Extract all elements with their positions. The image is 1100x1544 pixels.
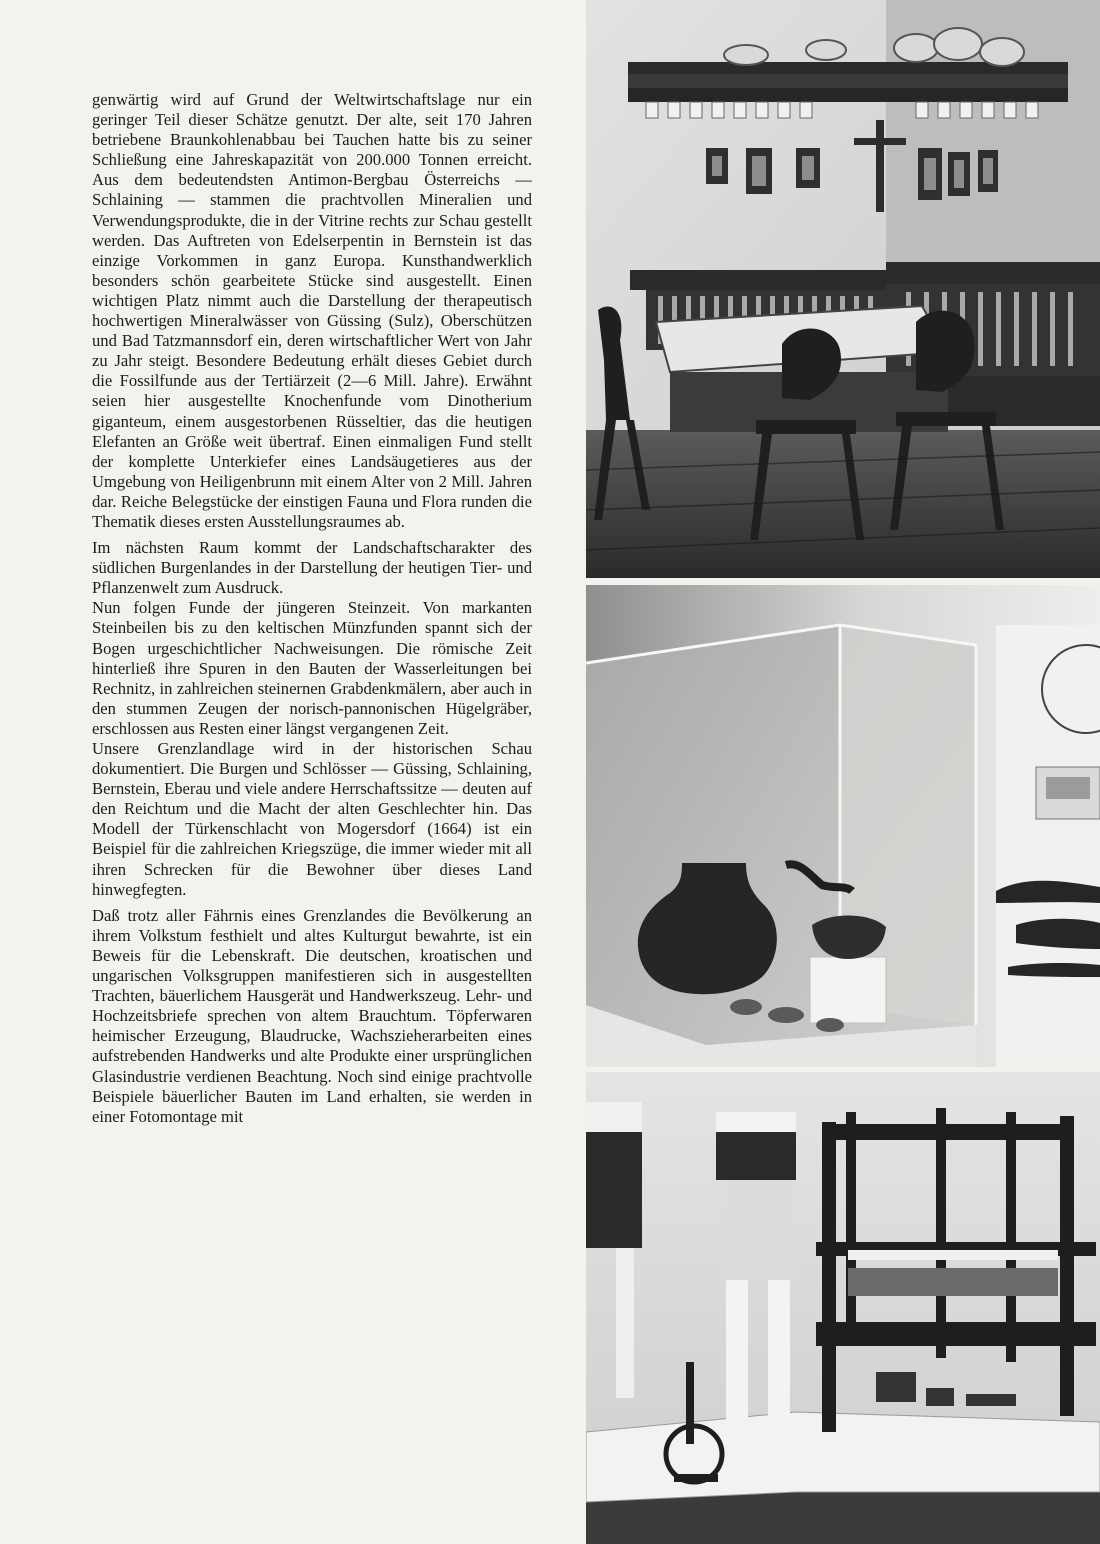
photo-farmhouse-corner-image xyxy=(586,0,1100,578)
photo-column xyxy=(586,0,1100,1544)
paragraph-1: genwärtig wird auf Grund der Weltwirtschaftslage nur ein geringer Teil dieser Schätze genutzt. Der alte, seit 170 Jahren betriebene Braunkohlenabbau bei Tauchen hatte bis zu seiner Schließung eine Jahreskapazität von 200.000 Tonnen erreicht. Aus dem bedeutendsten Antimon-Bergbau Österreichs — Schlaining — stammen die prachtvollen Mineralien und Verwendungsprodukte, die in der Vitrine rechts zur Schau gestellt werden. Das Auftreten von Edelserpentin in Bernstein ist das einzige Vorkommen in ganz Europa. Kunsthandwerklich besonders schön gearbeitete Stücke sind ausgestellt. Einen wichtigen Platz nimmt auch die Darstellung der therapeutisch hochwertigen Mineralwässer von Güssing (Sulz), Oberschützen und Bad Tatzmannsdorf ein, deren wirtschaftlicher Wert von Jahr zu Jahr steigt. Besondere Bedeutung erhält dieses Gebiet durch die Fossilfunde aus der Tertiärzeit (2—6 Mill. Jahre). Erwähnt seien hier ausgestellte Knochenfunde vom Dinotherium giganteum, einem ausgestorbenen Rüsseltier, das die heutigen Elefanten an Größe weit übertraf. Einen einmaligen Fund stellt der komplette Unterkiefer eines Landsäugetieres aus der Umgebung von Heiligenbrunn mit einem Alter von 2 Mill. Jahren dar. Reiche Belegstücke der einstigen Fauna und Flora runden die Thematik dieses ersten Ausstellungsraumes ab. xyxy=(92,90,532,531)
paragraph-2: Im nächsten Raum kommt der Landschaftscharakter des südlichen Burgenlandes in der Darstellung der heutigen Tier- und Pflanzenwelt zum Ausdruck. xyxy=(92,538,532,598)
paragraph-3: Nun folgen Funde der jüngeren Steinzeit. Von markanten Steinbeilen bis zu den keltischen Münzfunden spannt sich der Bogen urgeschichtlicher Nachweisungen. Die römische Zeit hinterließ ihre Spuren in den Bauten der Wasserleitungen bei Rechnitz, in zahlreichen steinernen Grabdenkmälern, aber auch in den stummen Zeugen der norisch-pannonischen Hügelgräber, erschlossen aus Resten einer längst vergangenen Zeit. xyxy=(92,598,532,738)
photo-prehistoric-vitrine xyxy=(586,585,1100,1067)
paragraph-4: Unsere Grenzlandlage wird in der historischen Schau dokumentiert. Die Burgen und Schlösser — Güssing, Schlaining, Bernstein, Eberau und viele andere Herrschaftssitze — deuten auf den Reichtum und die Macht der alten Geschlechter hin. Das Modell der Türkenschlacht von Mogersdorf (1664) ist ein Beispiel für die zahlreichen Kriegszüge, die immer wieder mit all ihren Schrecken für die Bewohner über dieses Land hinwegfegten. xyxy=(92,739,532,899)
article-text-column xyxy=(92,90,532,1127)
photo-prehistoric-vitrine-image xyxy=(586,585,1100,1067)
photo-farmhouse-corner xyxy=(586,0,1100,578)
photo-folk-culture-room xyxy=(586,1072,1100,1544)
paragraph-5: Daß trotz aller Fährnis eines Grenzlandes die Bevölkerung an ihrem Volkstum festhielt und altes Kulturgut bewahrte, ist ein Beweis für die Lebenskraft. Die deutschen, kroatischen und ungarischen Volksgruppen manifestieren sich in ausgestellten Trachten, bäuerlichem Hausgerät und Handwerkszeug. Lehr- und Hochzeitsbriefe sprechen von altem Brauchtum. Töpferwaren heimischer Erzeugung, Blaudrucke, Wachszieherarbeiten eines aufstrebenden Handwerks und alte Produkte einer ursprünglichen Glasindustrie verdienen Beachtung. Noch sind einige prachtvolle Beispiele bäuerlicher Bauten im Land erhalten, sie werden in einer Fotomontage mit xyxy=(92,905,532,1126)
photo-folk-culture-room-image xyxy=(586,1072,1100,1544)
